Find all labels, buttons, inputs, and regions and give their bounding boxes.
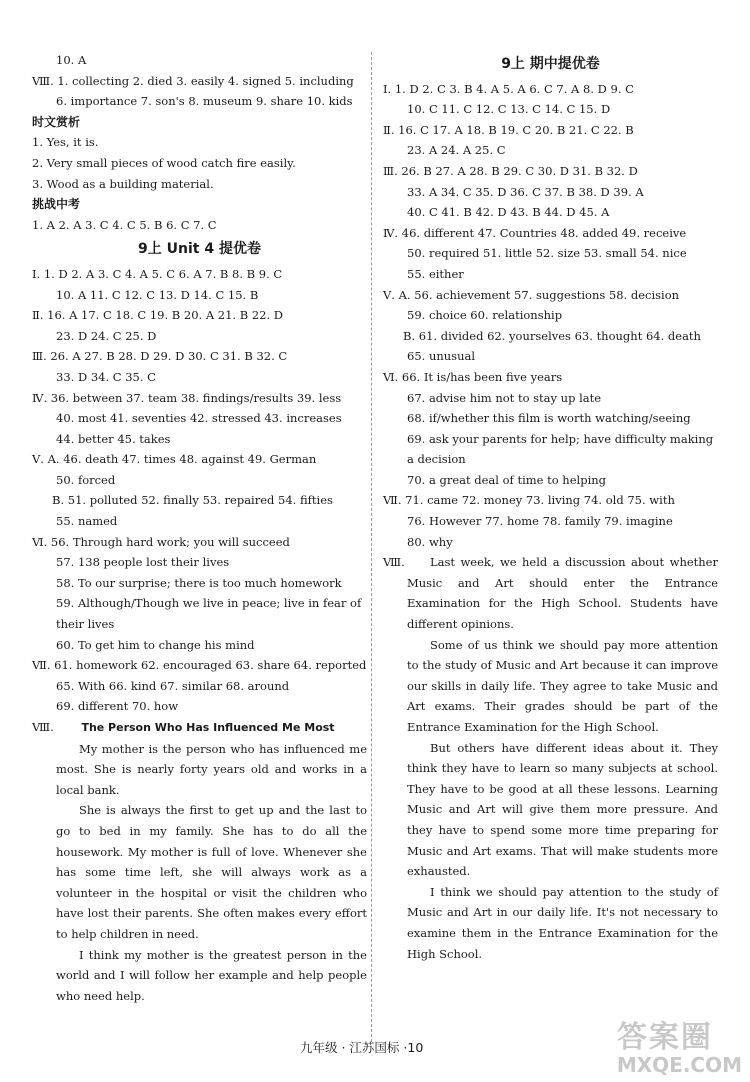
answer-line: 50. required 51. little 52. size 53. small 54. nice xyxy=(407,246,687,261)
essay-paragraph: My mother is the person who has influenced me most. She is nearly forty years old and works in a local bank. xyxy=(56,741,367,797)
section-heading: 时文赏析 xyxy=(32,114,81,129)
answer-line: Ⅵ. 56. Through hard work; you will succeed xyxy=(32,534,290,549)
answer-line: 40. most 41. seventies 42. stressed 43. increases xyxy=(56,411,342,426)
section-title: 9上 期中提优卷 xyxy=(501,56,600,72)
answer-line: Ⅰ. 1. D 2. A 3. C 4. A 5. C 6. A 7. B 8. B 9. C xyxy=(32,266,283,281)
answer-line: 33. A 34. C 35. D 36. C 37. B 38. D 39. A xyxy=(407,184,644,199)
answer-line: 44. better 45. takes xyxy=(56,431,171,446)
answer-line: 67. advise him not to stay up late xyxy=(407,390,602,405)
answer-line: 76. However 77. home 78. family 79. imagine xyxy=(407,514,673,529)
answer-line: Ⅶ. 71. came 72. money 73. living 74. old 75. with xyxy=(383,493,675,508)
answer-line: 69. different 70. how xyxy=(56,699,179,714)
answer-line: Ⅴ. A. 46. death 47. times 48. against 49. German xyxy=(32,452,317,467)
essay-title: The Person Who Has Influenced Me Most xyxy=(81,721,335,734)
section-heading: 挑战中考 xyxy=(32,197,81,212)
answer-line: Ⅶ. 61. homework 62. encouraged 63. share 64. reported xyxy=(32,658,367,673)
answer-line: 40. C 41. B 42. D 43. B 44. D 45. A xyxy=(407,205,610,220)
essay-paragraph: Some of us think we should pay more attention to the study of Music and Art because it can improve our skills in daily life. They agree to take Music and Art exams. Their grades should be part of the Entrance Examination for the High School. xyxy=(407,637,718,734)
answer-line: Ⅳ. 36. between 37. team 38. findings/results 39. less xyxy=(32,390,342,405)
essay-label: Ⅷ. xyxy=(383,555,405,570)
essay-paragraph: Last week, we held a discussion about whether Music and Art should enter the Entrance Examination for the High School. Students have different opinions. xyxy=(407,555,718,632)
essay-heading xyxy=(32,717,367,739)
answer-line: 58. To our surprise; there is too much homework xyxy=(56,575,342,590)
page-footer: 九年级 · 江苏国标 ·10 xyxy=(300,1040,424,1055)
right-column xyxy=(383,50,718,964)
essay-label: Ⅷ. xyxy=(32,720,54,734)
answer-line: Ⅲ. 26. A 27. B 28. D 29. D 30. C 31. B 32. C xyxy=(32,349,288,364)
answer-line: 23. A 24. A 25. C xyxy=(407,143,506,158)
answer-line: 59. Although/Though we live in peace; live in fear of xyxy=(56,596,362,611)
column-divider xyxy=(371,52,372,1042)
answer-line: 60. To get him to change his mind xyxy=(56,637,255,652)
answer-line: 1. Yes, it is. xyxy=(32,135,99,150)
watermark-logo xyxy=(617,1022,742,1076)
answer-line: 65. unusual xyxy=(407,349,476,364)
watermark-cn: 答案圈 xyxy=(616,1020,713,1055)
answer-line: Ⅵ. 66. It is/has been five years xyxy=(383,369,563,384)
answer-line: 10. A 11. C 12. C 13. D 14. C 15. B xyxy=(56,287,259,302)
answer-line: their lives xyxy=(56,617,115,632)
essay-paragraph: She is always the first to get up and the last to go to bed in my family. She has to do all the housework. My mother is full of love. Whenever she has some time left, she will always work as a volunteer in the hospital or visit the children who have lost their parents. She often makes every effort to help children in need. xyxy=(56,803,367,941)
answer-line: 55. named xyxy=(56,514,118,529)
essay-paragraph: I think my mother is the greatest person in the world and I will follow her example and help people who need help. xyxy=(56,947,367,1003)
answer-line: 10. A xyxy=(56,53,87,67)
answer-line: 2. Very small pieces of wood catch fire easily. xyxy=(32,155,296,170)
answer-line: 57. 138 people lost their lives xyxy=(56,555,230,570)
answer-line: 6. importance 7. son's 8. museum 9. share 10. kids xyxy=(56,94,353,109)
answer-line: 55. either xyxy=(407,266,464,281)
essay-block xyxy=(383,552,718,964)
answer-line: Ⅴ. A. 56. achievement 57. suggestions 58. decision xyxy=(383,287,680,302)
answer-line: B. 51. polluted 52. finally 53. repaired 54. fifties xyxy=(52,493,333,508)
answer-line: Ⅷ. 1. collecting 2. died 3. easily 4. signed 5. including xyxy=(32,73,354,88)
answer-line: 80. why xyxy=(407,534,453,549)
answer-line: Ⅱ. 16. C 17. A 18. B 19. C 20. B 21. C 22. B xyxy=(383,122,634,137)
answer-line: Ⅳ. 46. different 47. Countries 48. added 49. receive xyxy=(383,225,687,240)
answer-line: 23. D 24. C 25. D xyxy=(56,328,157,343)
answer-line: 10. C 11. C 12. C 13. C 14. C 15. D xyxy=(407,102,611,117)
answer-line: Ⅱ. 16. A 17. C 18. C 19. B 20. A 21. B 22. D xyxy=(32,308,284,323)
answer-line: Ⅰ. 1. D 2. C 3. B 4. A 5. A 6. C 7. A 8. D 9. C xyxy=(383,81,634,96)
left-column xyxy=(32,50,367,1006)
answer-line: 59. choice 60. relationship xyxy=(407,308,563,323)
answer-line: 69. ask your parents for help; have difficulty making xyxy=(407,431,714,446)
essay-paragraph: But others have different ideas about it. They think they have to learn so many subjects at school. They have to be good at all these lessons. Learning Music and Art will give them more pressure. And they have to spend some more time preparing for Music and Art exams. That will make students more exhausted. xyxy=(407,740,718,879)
answer-line: Ⅲ. 26. B 27. A 28. B 29. C 30. D 31. B 32. D xyxy=(383,163,638,178)
answer-line: 50. forced xyxy=(56,472,116,487)
answer-line: B. 61. divided 62. yourselves 63. thought 64. death xyxy=(403,328,701,343)
essay-paragraph: I think we should pay attention to the study of Music and Art in our daily life. It's not necessary to examine them in the Entrance Examination for the High School. xyxy=(407,884,718,961)
answer-line: 1. A 2. A 3. C 4. C 5. B 6. C 7. C xyxy=(32,217,217,232)
answer-line: 65. With 66. kind 67. similar 68. around xyxy=(56,678,290,693)
watermark-en: MXQE.COM xyxy=(616,1053,742,1077)
answer-line: 70. a great deal of time to helping xyxy=(407,472,607,487)
answer-line: 3. Wood as a building material. xyxy=(32,176,214,191)
section-title: 9上 Unit 4 提优卷 xyxy=(138,241,261,258)
answer-line: 68. if/whether this film is worth watching/seeing xyxy=(407,411,691,426)
answer-line: 33. D 34. C 35. C xyxy=(56,369,156,384)
answer-line: a decision xyxy=(407,452,466,467)
